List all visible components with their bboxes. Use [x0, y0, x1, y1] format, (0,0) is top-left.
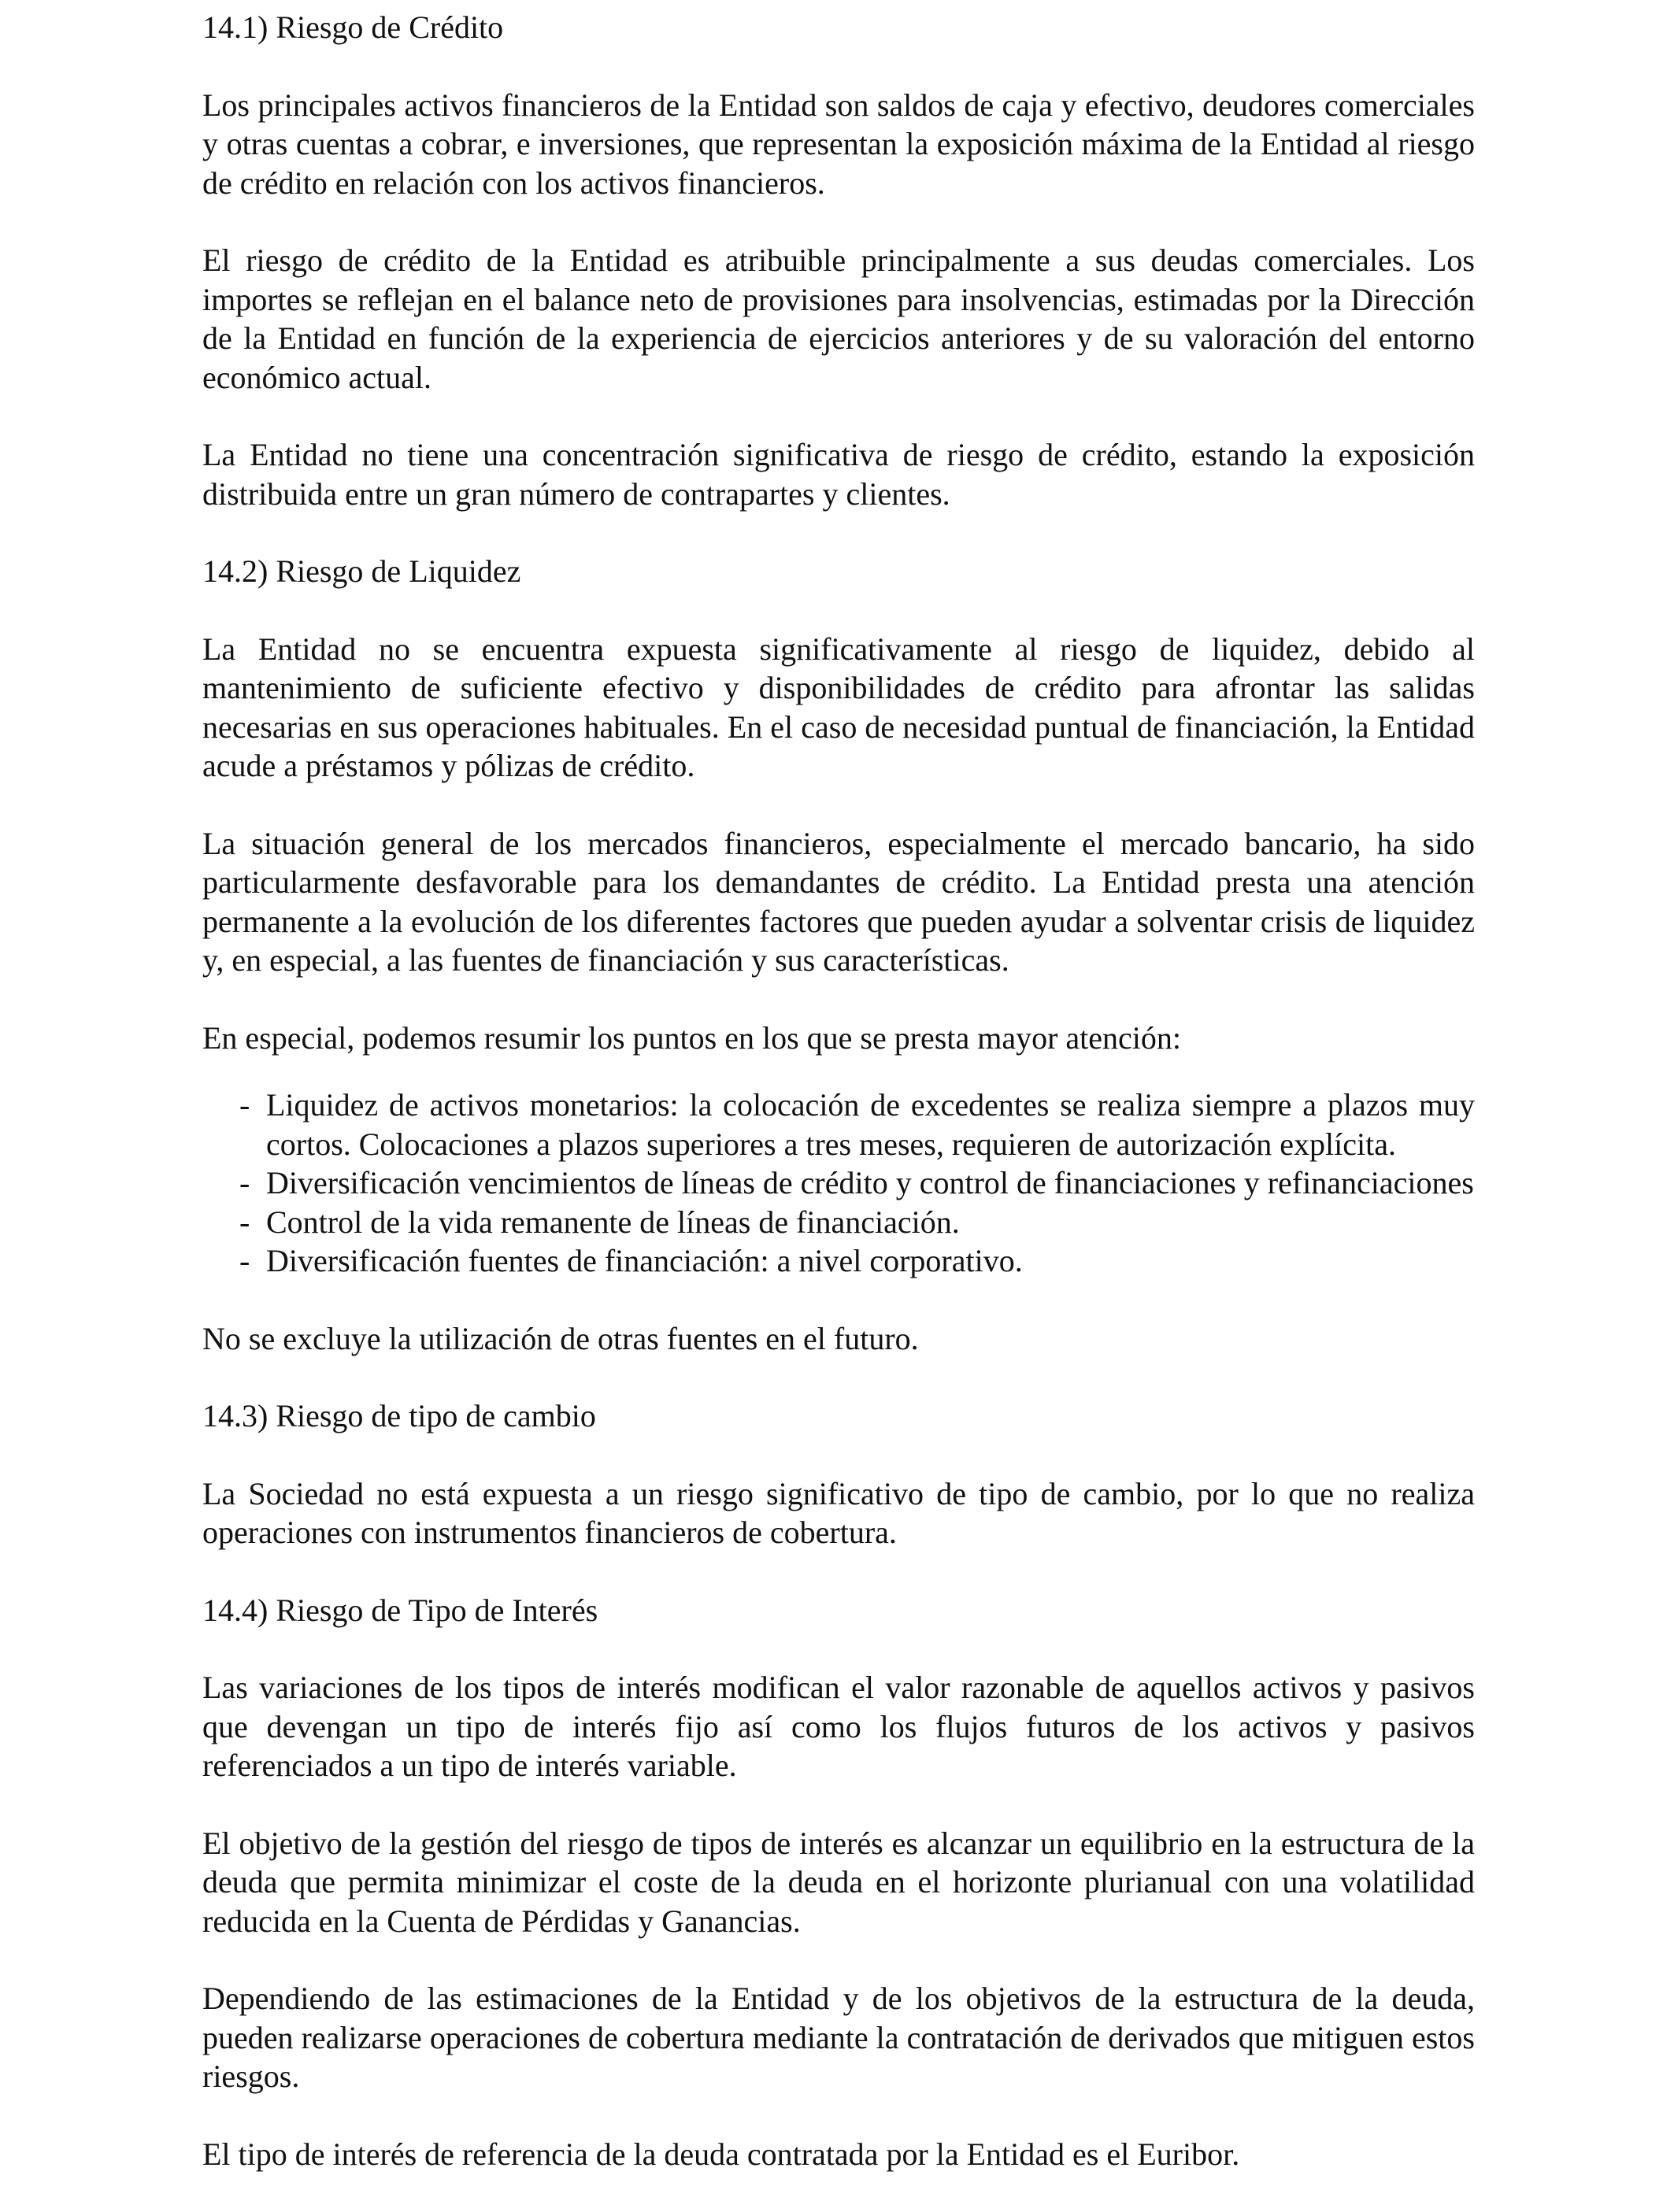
paragraph: La situación general de los mercados financieros, especialmente el mercado bancario, ha sido particularmente desfavorable para los demandantes de crédito. La Entidad presta una atención permanente a la evolución de los diferentes factores que pueden ayudar a solventar crisis de liquidez y, en especial, a las fuentes de financiación y sus características.: [202, 825, 1475, 978]
list-item-text: Diversificación vencimientos de líneas de crédito y control de financiaciones y refinanciaciones: [266, 1165, 1474, 1200]
list-item-text: Liquidez de activos monetarios: la colocación de excedentes se realiza siempre a plazos muy cortos. Colocaciones a plazos superiores a tres meses, requieren de autorización explícita.: [266, 1087, 1475, 1162]
section-heading-interes: 14.4) Riesgo de Tipo de Interés: [202, 1592, 598, 1628]
paragraph: El riesgo de crédito de la Entidad es atribuible principalmente a sus deudas comerciales. Los importes se reflejan en el balance neto de provisiones para insolvencias, estimadas por la Dirección de la Entidad en función de la experiencia de ejercicios anteriores y de su valoración del entorno económico actual.: [202, 242, 1475, 395]
bullet-dash: -: [239, 1087, 250, 1123]
paragraph: La Entidad no tiene una concentración significativa de riesgo de crédito, estando la exposición distribuida entre un gran número de contrapartes y clientes.: [202, 437, 1475, 512]
paragraph: El objetivo de la gestión del riesgo de tipos de interés es alcanzar un equilibrio en la estructura de la deuda que permita minimizar el coste de la deuda en el horizonte plurianual con una volatilidad reducida en la Cuenta de Pérdidas y Ganancias.: [202, 1825, 1475, 1939]
list-item: [202, 1203, 1475, 1242]
paragraph: Las variaciones de los tipos de interés modifican el valor razonable de aquellos activos y pasivos que devengan un tipo de interés fijo así como los flujos futuros de los activos y pasivos referenciados a un tipo de interés variable.: [202, 1670, 1475, 1783]
paragraph: Los principales activos financieros de la Entidad son saldos de caja y efectivo, deudores comerciales y otras cuentas a cobrar, e inversiones, que representan la exposición máxima de la Entidad al riesgo de crédito en relación con los activos financieros.: [202, 87, 1475, 201]
list-item-text: Control de la vida remanente de líneas de financiación.: [266, 1204, 960, 1240]
section-heading-liquidez: 14.2) Riesgo de Liquidez: [202, 553, 521, 589]
section-heading-credito: 14.1) Riesgo de Crédito: [202, 9, 504, 45]
list-item: [202, 1241, 1475, 1281]
paragraph: Dependiendo de las estimaciones de la Entidad y de los objetivos de la estructura de la deuda, pueden realizarse operaciones de cobertura mediante la contratación de derivados que mitiguen estos riesgos.: [202, 1981, 1475, 2094]
list-item: [202, 1163, 1475, 1203]
paragraph: La Entidad no se encuentra expuesta significativamente al riesgo de liquidez, debido al mantenimiento de suficiente efectivo y disponibilidades de crédito para afrontar las salidas necesarias en sus operaciones habituales. En el caso de necesidad puntual de financiación, la Entidad acude a préstamos y pólizas de crédito.: [202, 631, 1475, 783]
paragraph: En especial, podemos resumir los puntos en los que se presta mayor atención:: [202, 1019, 1182, 1056]
bullet-dash: -: [239, 1165, 250, 1200]
paragraph: El tipo de interés de referencia de la deuda contratada por la Entidad es el Euribor.: [202, 2136, 1240, 2172]
bullet-dash: -: [239, 1204, 250, 1240]
paragraph: No se excluye la utilización de otras fuentes en el futuro.: [202, 1320, 919, 1356]
paragraph: La Sociedad no está expuesta a un riesgo significativo de tipo de cambio, por lo que no realiza operaciones con instrumentos financieros de cobertura.: [202, 1475, 1475, 1550]
section-heading-cambio: 14.3) Riesgo de tipo de cambio: [202, 1398, 596, 1433]
document-page: [202, 8, 1475, 2212]
bullet-dash: -: [239, 1243, 250, 1278]
list-item: [202, 1086, 1475, 1163]
bullet-list: [202, 1086, 1475, 1281]
list-item-text: Diversificación fuentes de financiación: a nivel corporativo.: [266, 1243, 1023, 1278]
